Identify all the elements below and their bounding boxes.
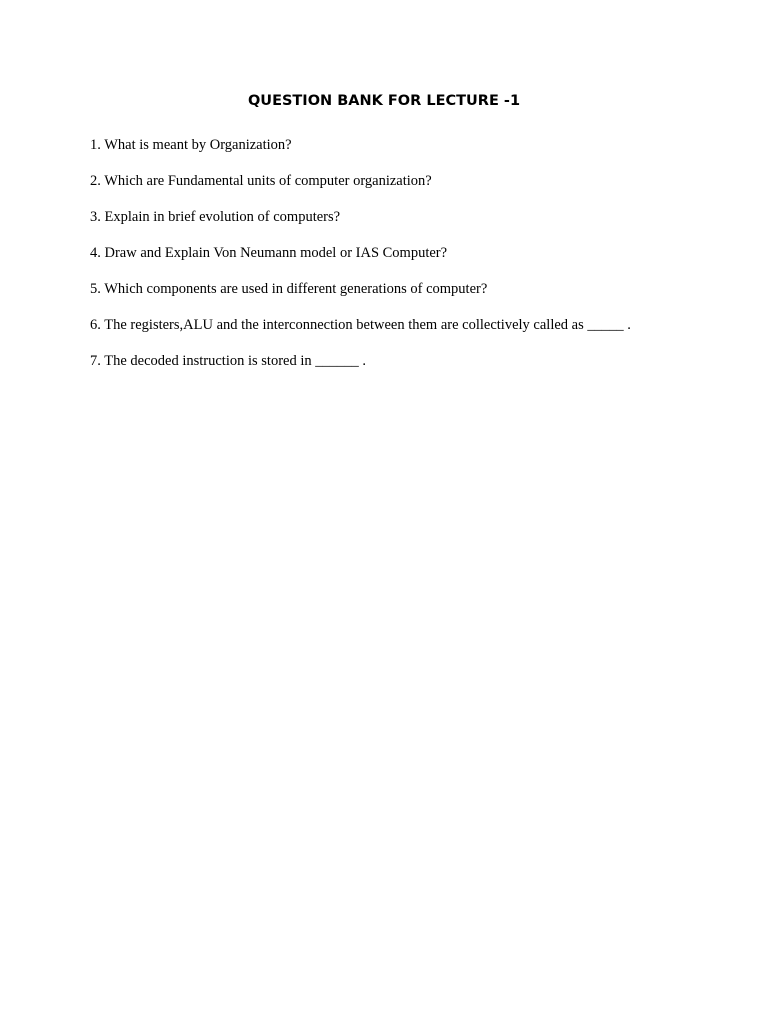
question-item: 3. Explain in brief evolution of computers? [90,209,341,225]
question-item: 4. Draw and Explain Von Neumann model or IAS Computer? [90,245,448,261]
question-item: 5. Which components are used in different generations of computer? [90,281,488,297]
page-title: QUESTION BANK FOR LECTURE -1 [247,93,521,109]
question-list [90,135,631,387]
question-item: 6. The registers,ALU and the interconnection between them are collectively called as _____ . [90,317,631,333]
question-item: 7. The decoded instruction is stored in ______ . [90,353,366,369]
question-item: 2. Which are Fundamental units of computer organization? [90,173,432,189]
question-item: 1. What is meant by Organization? [90,137,292,153]
